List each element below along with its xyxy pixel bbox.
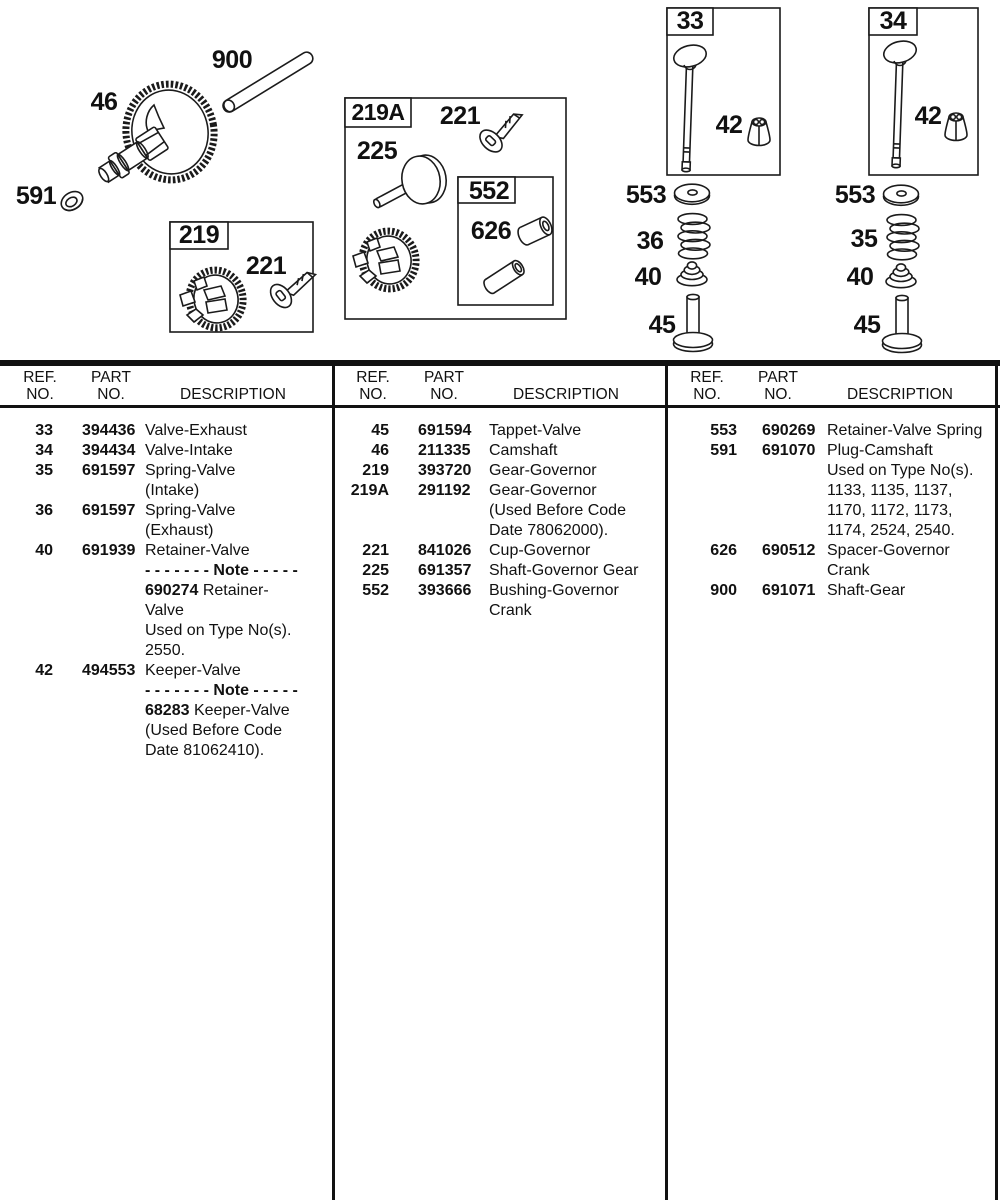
description-line: 1174, 2524, 2540.	[827, 522, 955, 539]
table-row	[333, 461, 663, 481]
table-row	[667, 581, 997, 601]
ref-no-header-line: REF.	[356, 369, 390, 386]
part-no: 691597	[82, 502, 136, 519]
description-line: (Exhaust)	[145, 522, 214, 539]
ref-no-header	[677, 369, 737, 403]
part-no-header	[81, 369, 141, 403]
description-line: Keeper-Valve	[145, 662, 241, 679]
part-no: 691939	[82, 542, 136, 559]
governor-gear-drawing	[180, 265, 248, 333]
governor-gear-drawing	[353, 226, 421, 294]
description-line: Cup-Governor	[489, 542, 591, 559]
part-no: 841026	[418, 542, 472, 559]
box-label-219A: 219A	[351, 99, 405, 125]
callout-36: 36	[636, 227, 664, 255]
part-no-header-line: NO.	[97, 386, 125, 403]
description-line: 1133, 1135, 1137,	[827, 482, 953, 499]
ref-no: 626	[710, 542, 737, 559]
description-line: Valve	[145, 602, 184, 619]
ref-no: 46	[371, 442, 389, 459]
ref-no: 900	[710, 582, 737, 599]
ref-no: 42	[35, 662, 53, 679]
description-line: Spring-Valve	[145, 462, 236, 479]
table-row	[333, 421, 663, 441]
callout-35: 35	[850, 225, 878, 253]
callout-45: 45	[648, 311, 676, 339]
description-line: - - - - - - - Note - - - - -	[145, 682, 298, 699]
description-line: Tappet-Valve	[489, 422, 582, 439]
cup-governor-drawing	[473, 108, 533, 160]
description	[489, 581, 663, 621]
part-no: 691070	[762, 442, 816, 459]
box-label-219: 219	[178, 221, 220, 249]
ref-no-header	[343, 369, 403, 403]
part-no: 691071	[762, 582, 816, 599]
description-line: Shaft-Governor Gear	[489, 562, 639, 579]
part-no-header-line: NO.	[430, 386, 458, 403]
description	[145, 441, 330, 461]
callout-553: 553	[625, 181, 667, 209]
spring-valve-intake-drawing	[887, 215, 919, 260]
description	[145, 501, 330, 541]
table-row	[333, 541, 663, 561]
table-column-3	[667, 421, 997, 601]
table-row	[0, 661, 330, 761]
valve-intake-drawing	[881, 38, 918, 168]
part-no: 291192	[418, 482, 471, 499]
ref-no-header-line: NO.	[693, 386, 721, 403]
ref-no-header-line: NO.	[359, 386, 387, 403]
table-top-border	[0, 360, 1000, 366]
description	[489, 461, 663, 481]
table-row	[0, 541, 330, 661]
ref-no: 221	[362, 542, 389, 559]
retainer-valve-drawing	[886, 264, 916, 288]
ref-no-header	[10, 369, 70, 403]
gear-governor-old-box	[345, 98, 566, 319]
part-no-header-line: NO.	[764, 386, 792, 403]
retainer-valve-drawing	[677, 262, 707, 286]
description	[827, 541, 997, 581]
description	[489, 481, 663, 541]
callout-225: 225	[356, 137, 398, 165]
parts-diagram	[0, 0, 1000, 360]
callout-46: 46	[90, 88, 118, 116]
spring-valve-exhaust-drawing	[678, 214, 710, 259]
callout-591: 591	[15, 182, 57, 210]
description	[489, 421, 663, 441]
description-line: Valve-Intake	[145, 442, 233, 459]
description-line: Gear-Governor	[489, 482, 597, 499]
table-column-2	[333, 421, 663, 621]
description	[489, 541, 663, 561]
part-no-header	[748, 369, 808, 403]
callout-42: 42	[715, 111, 743, 139]
ref-no: 552	[362, 582, 389, 599]
description-line: Bushing-Governor	[489, 582, 619, 599]
part-no-header	[414, 369, 474, 403]
description-line: - - - - - - - Note - - - - -	[145, 562, 298, 579]
part-no: 691594	[418, 422, 472, 439]
callout-900: 900	[211, 46, 253, 74]
description	[145, 461, 330, 501]
ref-no: 219	[362, 462, 389, 479]
table-column-1	[0, 421, 330, 761]
description-line: Date 81062410).	[145, 742, 265, 759]
table-row	[0, 421, 330, 441]
description	[145, 661, 330, 761]
ref-no: 553	[710, 422, 737, 439]
description-line: 2550.	[145, 642, 186, 659]
table-header	[0, 369, 330, 405]
description	[145, 421, 330, 441]
table-row	[667, 541, 997, 581]
part-no: 393666	[418, 582, 472, 599]
ref-no: 40	[35, 542, 53, 559]
table-row	[333, 441, 663, 461]
ref-no: 225	[362, 562, 389, 579]
description-line: Crank	[827, 562, 870, 579]
part-no: 394436	[82, 422, 136, 439]
ref-no: 36	[35, 502, 53, 519]
description-line: Plug-Camshaft	[827, 442, 933, 459]
part-no-header-line: PART	[424, 369, 464, 386]
description-line: 690274 Retainer-	[145, 582, 269, 599]
description-line: Used on Type No(s).	[145, 622, 292, 639]
ref-no: 35	[35, 462, 53, 479]
table-header	[333, 369, 663, 405]
description-line: Retainer-Valve	[145, 542, 250, 559]
description-line: Used on Type No(s).	[827, 462, 974, 479]
description	[827, 441, 997, 541]
description-header: DESCRIPTION	[513, 386, 619, 403]
part-no: 394434	[82, 442, 136, 459]
table-row	[333, 581, 663, 621]
description-line: 1170, 1172, 1173,	[827, 502, 953, 519]
keeper-valve-drawing	[945, 113, 967, 141]
part-no: 494553	[82, 662, 136, 679]
table-row	[667, 441, 997, 541]
tappet-valve-drawing	[674, 294, 713, 351]
plug-camshaft-drawing	[58, 188, 87, 215]
description	[489, 561, 663, 581]
callout-553: 553	[834, 181, 876, 209]
box-label-34: 34	[879, 7, 907, 35]
description-line: Spacer-Governor	[827, 542, 950, 559]
part-no: 690269	[762, 422, 816, 439]
callout-626: 626	[470, 217, 512, 245]
part-no-header-line: PART	[91, 369, 131, 386]
retainer-valve-spring-drawing	[884, 185, 919, 205]
description-line: (Used Before Code	[489, 502, 626, 519]
callout-221: 221	[245, 252, 287, 280]
table-row	[333, 561, 663, 581]
description	[827, 421, 997, 441]
part-no: 393720	[418, 462, 472, 479]
description-line: Date 78062000).	[489, 522, 609, 539]
ref-no: 591	[710, 442, 737, 459]
description-line: (Used Before Code	[145, 722, 282, 739]
description-line: 68283 Keeper-Valve	[145, 702, 290, 719]
valve-exhaust-drawing	[671, 42, 708, 172]
callout-40: 40	[846, 263, 874, 291]
callout-40: 40	[634, 263, 662, 291]
description-line: (Intake)	[145, 482, 200, 499]
table-row	[0, 441, 330, 461]
description-header: DESCRIPTION	[847, 386, 953, 403]
table-row	[333, 481, 663, 541]
part-no: 691357	[418, 562, 472, 579]
description-line: Gear-Governor	[489, 462, 597, 479]
part-no: 691597	[82, 462, 136, 479]
description-header: DESCRIPTION	[180, 386, 286, 403]
description-line: Valve-Exhaust	[145, 422, 247, 439]
description-line: Shaft-Gear	[827, 582, 906, 599]
description	[827, 581, 997, 601]
ref-no-header-line: REF.	[690, 369, 724, 386]
ref-no: 33	[35, 422, 53, 439]
ref-no: 34	[35, 442, 53, 459]
table-row	[667, 421, 997, 441]
description-line: Retainer-Valve Spring	[827, 422, 983, 439]
box-label-552: 552	[468, 177, 510, 205]
table-header-separator	[0, 405, 1000, 408]
description	[489, 441, 663, 461]
description	[145, 541, 330, 661]
part-no: 211335	[418, 442, 471, 459]
keeper-valve-drawing	[748, 118, 770, 146]
table-row	[0, 461, 330, 501]
description-line: Spring-Valve	[145, 502, 236, 519]
ref-no-header-line: REF.	[23, 369, 57, 386]
ref-no-header-line: NO.	[26, 386, 54, 403]
ref-no: 219A	[350, 482, 389, 499]
table-row	[0, 501, 330, 541]
callout-45: 45	[853, 311, 881, 339]
part-no: 690512	[762, 542, 816, 559]
description-line: Crank	[489, 602, 532, 619]
description-line: Camshaft	[489, 442, 558, 459]
callout-42: 42	[914, 102, 942, 130]
table-header	[667, 369, 997, 405]
box-label-33: 33	[676, 7, 704, 35]
part-no-header-line: PART	[758, 369, 798, 386]
tappet-valve-drawing	[883, 295, 922, 352]
retainer-valve-spring-drawing	[675, 184, 710, 204]
callout-221: 221	[439, 102, 481, 130]
ref-no: 45	[371, 422, 389, 439]
